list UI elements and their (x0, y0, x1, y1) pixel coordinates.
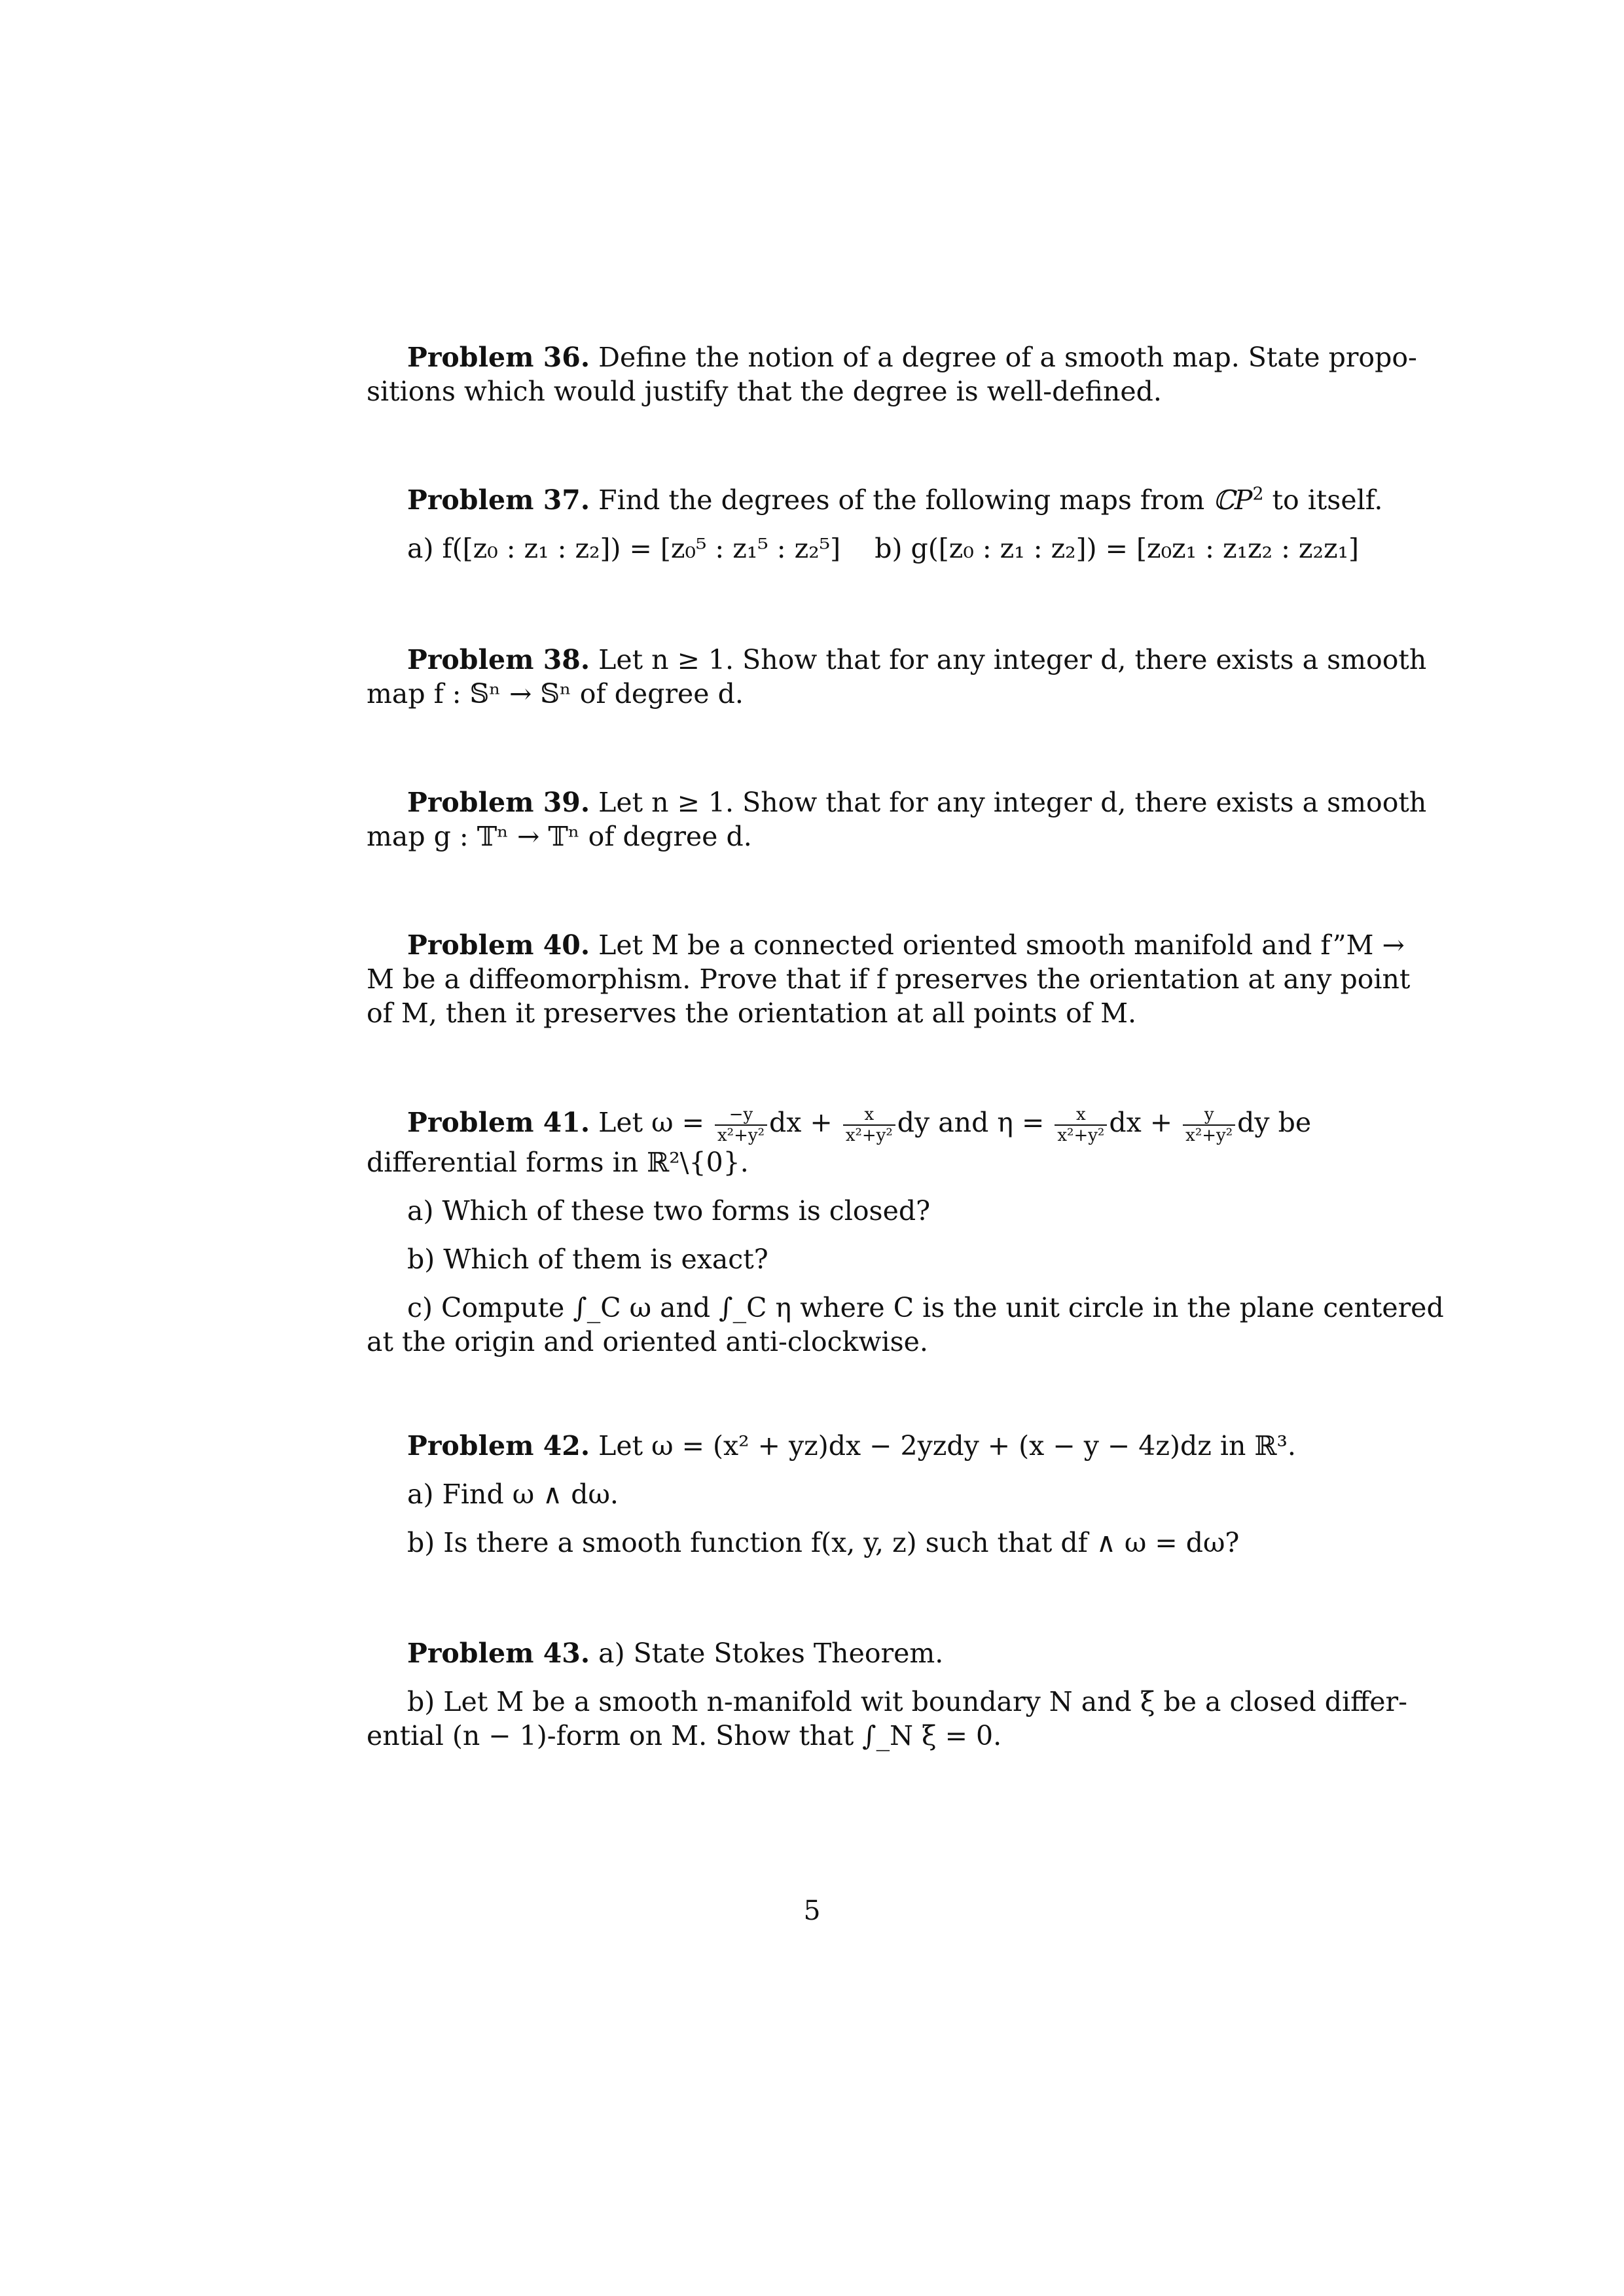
problem-title: Problem 41. (407, 1107, 590, 1138)
problem-text: a) State Stokes Theorem. (598, 1638, 944, 1669)
problem-text: Let n ≥ 1. Show that for any integer d, there exists a smooth (598, 787, 1427, 818)
problem-37 (367, 483, 1383, 565)
fraction: $\frac{y}{\text{x²+y²}}$ (1183, 1105, 1235, 1145)
problem-title: Problem 40. (407, 929, 590, 961)
problem-text: sitions which would justify that the degree is well-defined. (367, 376, 1162, 407)
problem-title: Problem 37. (407, 484, 590, 516)
problem-part-list (367, 531, 1359, 565)
problem-text: to itself. (1272, 484, 1383, 516)
problem-title: Problem 38. (407, 644, 590, 675)
problem-text: Let n ≥ 1. Show that for any integer d, there exists a smooth (598, 644, 1427, 675)
problem-text: Let ω = (x² + yz)dx − 2yzdy + (x − y − 4z)dz in ℝ³. (598, 1430, 1296, 1462)
problem-title: Problem 36. (407, 342, 590, 373)
problem-43 (367, 1636, 1408, 1753)
page-number: 5 (803, 1895, 821, 1926)
problem-text: Define the notion of a degree of a smooth map. State propo- (598, 342, 1417, 373)
part-b: b) Is there a smooth function f(x, y, z) such that df ∧ ω = dω? (407, 1527, 1240, 1558)
problem-41: Problem 41. Let ω = $\frac{-y}{\text{x²+y²}}$ dx + $\frac{x}{\text{x²+y²}}$ dy and η = $\frac{x}{\text{x²+y²}}$ dx + $\frac{y}{\text{x²+y²}}$ dy be differential forms in ℝ²\{0}. a) Which of these two forms is closed? b) Which of them is exact? c) Compute ∫_C ω and ∫_C η where C is the unit circle in the plane centered at the origin and oriented anti-clockwise. (367, 1105, 1444, 1357)
problem-39 (367, 785, 1427, 853)
problem-text: differential forms in ℝ²\{0}. (367, 1147, 749, 1178)
problem-text: Find the degrees of the following maps from (598, 484, 1205, 516)
space-cp2: ℂP$^2$ (1213, 484, 1264, 516)
part-a: a) Which of these two forms is closed? (407, 1195, 931, 1227)
problem-text: map f : 𝕊ⁿ → 𝕊ⁿ of degree d. (367, 678, 744, 709)
problem-40 (367, 928, 1411, 1030)
problem-text: Let ω = (598, 1107, 704, 1138)
problem-title: Problem 43. (407, 1638, 590, 1669)
problem-text: at the origin and oriented anti-clockwise. (367, 1326, 928, 1357)
problem-title: Problem 39. (407, 787, 590, 818)
part-b: b) Which of them is exact? (407, 1244, 768, 1275)
problem-title: Problem 42. (407, 1430, 590, 1462)
part-b: b) g([z₀ : z₁ : z₂]) = [z₀z₁ : z₁z₂ : z₂z₁] (875, 533, 1359, 564)
problem-text: of M, then it preserves the orientation at all points of M. (367, 997, 1137, 1029)
fraction: $\frac{x}{\text{x²+y²}}$ (843, 1105, 895, 1145)
part-c: c) Compute ∫_C ω and ∫_C η where C is the unit circle in the plane centered (407, 1292, 1444, 1323)
problem-text: M be a diffeomorphism. Prove that if f preserves the orientation at any point (367, 963, 1411, 995)
problem-42 (367, 1429, 1309, 1560)
part-b: b) Let M be a smooth n-manifold wit boundary N and ξ be a closed differ- (407, 1686, 1408, 1717)
fraction: $\frac{-y}{\text{x²+y²}}$ (715, 1105, 767, 1145)
part-a: a) Find ω ∧ dω. (407, 1479, 619, 1510)
problem-38 (367, 643, 1427, 711)
part-a: a) f([z₀ : z₁ : z₂]) = [z₀⁵ : z₁⁵ : z₂⁵] (407, 533, 841, 564)
problem-text: map g : 𝕋ⁿ → 𝕋ⁿ of degree d. (367, 821, 752, 852)
problem-36 (367, 340, 1417, 408)
problem-text: ential (n − 1)-form on M. Show that ∫_N ξ = 0. (367, 1720, 1002, 1751)
fraction: $\frac{x}{\text{x²+y²}}$ (1055, 1105, 1107, 1145)
problem-text: Let M be a connected oriented smooth manifold and f”M → (598, 929, 1405, 961)
